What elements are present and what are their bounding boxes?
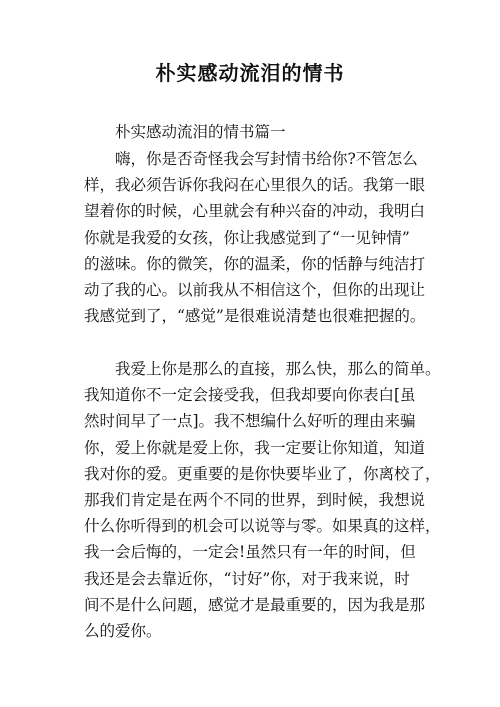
paragraph-line: 你，爱上你就是爱上你，我一定要让你知道，知道: [84, 438, 426, 457]
paragraph-line: 然时间早了一点]。我不想编什么好听的理由来骗: [84, 412, 416, 431]
paragraph-line: 我爱上你是那么的直接，那么快，那么的简单。: [115, 360, 441, 378]
paragraph-line: 什么你听得到的机会可以说等与零。如果真的这样，: [84, 517, 441, 536]
paragraph-line: 样，我必须告诉你我闷在心里很久的话。我第一眼: [84, 176, 426, 195]
paragraph-line: 么的爱你。: [84, 621, 162, 640]
paragraph-line: 我感觉到了，“感觉”是很难说清楚也很难把握的。: [84, 307, 426, 326]
section-heading: 朴实感动流泪的情书篇一: [115, 123, 286, 141]
paragraph-line: 我一会后悔的，一定会!虽然只有一年的时间，但: [84, 543, 416, 562]
paragraph-line: 我对你的爱。更重要的是你快要毕业了，你离校了，: [84, 464, 441, 483]
paragraph-line: 我还是会去靠近你，“讨好”你，对于我来说，时: [84, 569, 410, 588]
paragraph-line: 嗨，你是否奇怪我会写封情书给你?不管怎么: [115, 150, 418, 168]
paragraph-line: 你就是我爱的女孩，你让我感觉到了“一见钟情”: [84, 228, 410, 247]
paragraph-line: 那我们肯定是在两个不同的世界，到时候，我想说: [84, 490, 426, 509]
paragraph-2: [84, 356, 441, 644]
paragraph-line: 望着你的时候，心里就会有种兴奋的冲动，我明白: [84, 202, 426, 221]
paragraph-line: 我知道你不一定会接受我，但我却要向你表白[虽: [84, 386, 416, 405]
document-title: 朴实感动流泪的情书: [155, 61, 345, 85]
paragraph-line: 的滋味。你的微笑，你的温柔，你的恬静与纯洁打: [84, 254, 426, 273]
paragraph-line: 动了我的心。以前我从不相信这个，但你的出现让: [84, 280, 426, 299]
paragraph-line: 间不是什么问题，感觉才是最重要的，因为我是那: [84, 595, 426, 614]
paragraph-1: [84, 146, 424, 329]
